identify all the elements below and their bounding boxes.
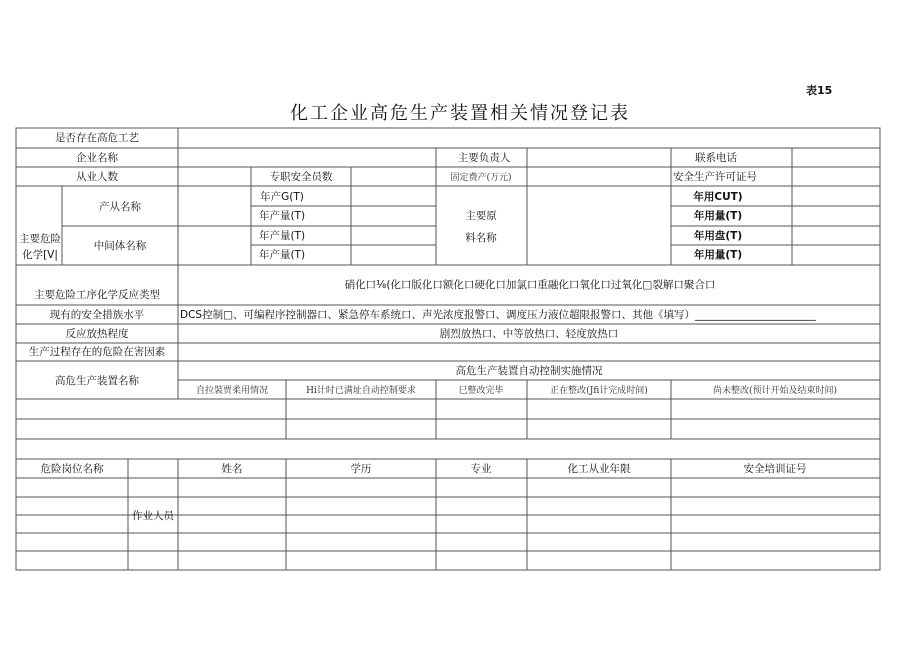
auto-col-2: Hi计时已满址自动控制要求 — [306, 386, 416, 396]
reaction-type-label: 主要危险工序化学反应类型 — [34, 289, 160, 301]
post-name-label: 危险岗位名称 — [40, 463, 104, 475]
heat-release-options: 剧烈放热口、中等放热口、轻度放热口 — [439, 328, 619, 340]
safety-staff-label: 专职安全员数 — [269, 171, 333, 183]
annual-output-label-4: 年产量(T) — [258, 249, 306, 261]
high-risk-process-label: 是否存在高危工艺 — [55, 132, 139, 144]
main-hazardous-chem-label: 主要危险化学[V| — [19, 233, 61, 261]
workers-label: 作业人员 — [132, 510, 174, 522]
hazards-label: 生产过程存在的危险在害因素 — [28, 346, 166, 358]
fixed-assets-label: 固定费产(万元) — [450, 173, 512, 183]
col-cert: 安全培训证号 — [743, 463, 807, 475]
col-name: 姓名 — [221, 463, 243, 475]
annual-use-label-1: 年用CUT) — [693, 191, 743, 203]
auto-col-5: 尚未整改(预计开始及结束时间) — [712, 386, 838, 396]
annual-use-label-3: 年用盘(T) — [693, 230, 743, 242]
device-name-label: 高危生产装置名称 — [55, 375, 139, 387]
col-years: 化工从业年限 — [567, 463, 631, 475]
raw-material-label-2: 料名称 — [465, 232, 497, 244]
raw-material-label-1: 主要原 — [465, 210, 497, 222]
safety-measures-label: 现有的安全措族水平 — [49, 309, 145, 321]
main-leader-label: 主要负责人 — [457, 152, 511, 164]
annual-use-label-2: 年用量(T) — [693, 210, 743, 222]
staff-count-label: 从业人数 — [76, 171, 118, 183]
col-education: 学历 — [350, 463, 372, 475]
product-name-label: 产从名称 — [99, 201, 141, 213]
annual-output-label-1: 年产G(T) — [260, 191, 304, 203]
company-name-label: 企业名称 — [76, 152, 118, 164]
heat-release-label: 反应放热程度 — [65, 328, 129, 340]
safety-measures-options: DCS控制□、可编程序控制器口、紧急停车系统口、声光浓度报警口、调度压力液位超限报警口、其他《填写）_______________________ — [180, 309, 816, 321]
annual-output-label-3: 年产量(T) — [258, 230, 306, 242]
auto-col-3: 巳整改完毕 — [458, 386, 504, 396]
auto-col-1: 自拉裝贾柔用情况 — [195, 386, 269, 396]
col-major: 专业 — [470, 463, 492, 475]
annual-use-label-4: 年用量(T) — [693, 249, 743, 261]
contact-phone-label: 联系电话 — [695, 152, 737, 164]
safety-license-label: 安全生产许可证号 — [673, 171, 757, 183]
auto-control-label: 高危生产装置自动控制实施情况 — [455, 365, 603, 377]
reaction-type-options: 硝化口⅛(化口版化口额化口硬化口加氯口重融化口氧化口过氧化□裂解口聚合口 — [344, 279, 716, 291]
auto-col-4: 正在整改(Jfi计完成时间) — [550, 386, 648, 396]
intermediate-name-label: 中间体名称 — [93, 240, 147, 252]
annual-output-label-2: 年产量(T) — [258, 210, 306, 222]
page-title: 化工企业高危生产装置相关情况登记表 — [290, 103, 630, 124]
table-number: 表15 — [806, 84, 833, 97]
